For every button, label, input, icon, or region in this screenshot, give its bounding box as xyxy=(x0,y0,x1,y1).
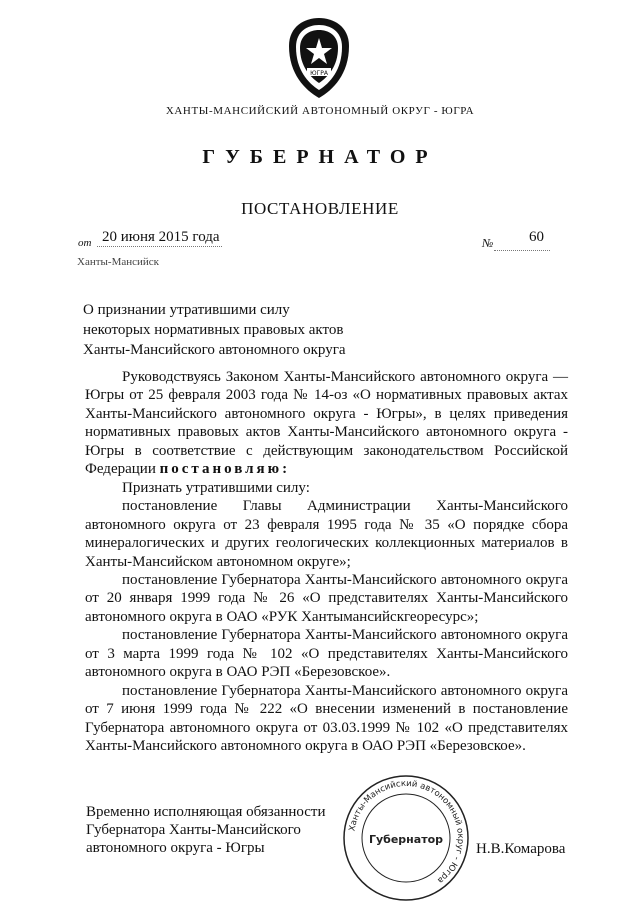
preamble-paragraph xyxy=(85,368,568,479)
emblem-text: ЮГРА xyxy=(310,70,328,77)
subject-line: О признании утратившими силу xyxy=(83,302,290,318)
position-line: Временно исполняющая обязанности xyxy=(86,804,326,820)
subject-line: некоторых нормативных правовых актов xyxy=(83,322,344,338)
document-number: 60 xyxy=(529,229,544,245)
document-type-title: ПОСТАНОВЛЕНИЕ xyxy=(241,199,399,218)
signatory-name: Н.В.Комарова xyxy=(476,841,566,857)
repealed-item: постановление Главы Администрации Ханты-Мансийского автономного округа от 23 февраля 1995 года № 35 «О порядке сбора минералогических и других геологических коллекционных материалов в Ханты-Мансийском автономном округе»; xyxy=(85,498,568,570)
document-date: 20 июня 2015 года xyxy=(102,229,220,245)
official-seal-stamp xyxy=(340,772,472,904)
number-underline xyxy=(494,250,550,251)
region-title: ХАНТЫ-МАНСИЙСКИЙ АВТОНОМНЫЙ ОКРУГ - ЮГРА xyxy=(165,105,475,117)
signatory-position xyxy=(86,803,336,857)
document-body xyxy=(85,368,568,756)
decree-word: постановляю: xyxy=(159,461,291,478)
position-line: Губернатора Ханты-Мансийского xyxy=(86,822,301,838)
date-underline xyxy=(97,246,222,247)
repealed-item: постановление Губернатора Ханты-Мансийского автономного округа от 3 марта 1999 года № 102 «О представителях Ханты-Мансийского автономного округа в ОАО РЭП «Березовское». xyxy=(85,627,568,681)
authority-title: ГУБЕРНАТОР xyxy=(202,146,438,168)
subject-line: Ханты-Мансийского автономного округа xyxy=(83,342,346,358)
seal-center-text: Губернатор xyxy=(368,833,444,846)
repealed-item: постановление Губернатора Ханты-Мансийского автономного округа от 7 июня 1999 года № 222 «О внесении изменений в постановление Губернатора автономного округа от 03.03.1999 № 102 «О представителях Ханты-Мансийского автономного округа в ОАО РЭП «Березовское». xyxy=(85,682,568,755)
document-place: Ханты-Мансийск xyxy=(77,256,160,268)
preamble-text: Руководствуясь Законом Ханты-Мансийского автономного округа — Югры от 25 февраля 2003 года № 14-оз «О нормативных правовых актах Ханты-Мансийского автономного округа - Югры», в целях приведения нормативных правовых актов Ханты-Мансийского автономного округа - Югры в соответствие с действующим законодательством Российской Федерации xyxy=(85,369,568,478)
date-prefix: от xyxy=(78,237,92,249)
document-subject xyxy=(83,300,383,360)
intro-paragraph: Признать утратившими силу: xyxy=(122,479,310,496)
repealed-item: постановление Губернатора Ханты-Мансийского автономного округа от 20 января 1999 года № 26 «О представителях Ханты-Мансийского автономного округа в ОАО «РУК Хантымансийскгеоресурс»; xyxy=(85,571,568,625)
coat-of-arms-emblem xyxy=(283,16,355,100)
seal-ring-text: Ханты-Мансийский автономный округ - Югра xyxy=(347,778,466,886)
number-sign: № xyxy=(482,236,494,250)
position-line: автономного округа - Югры xyxy=(86,840,265,856)
